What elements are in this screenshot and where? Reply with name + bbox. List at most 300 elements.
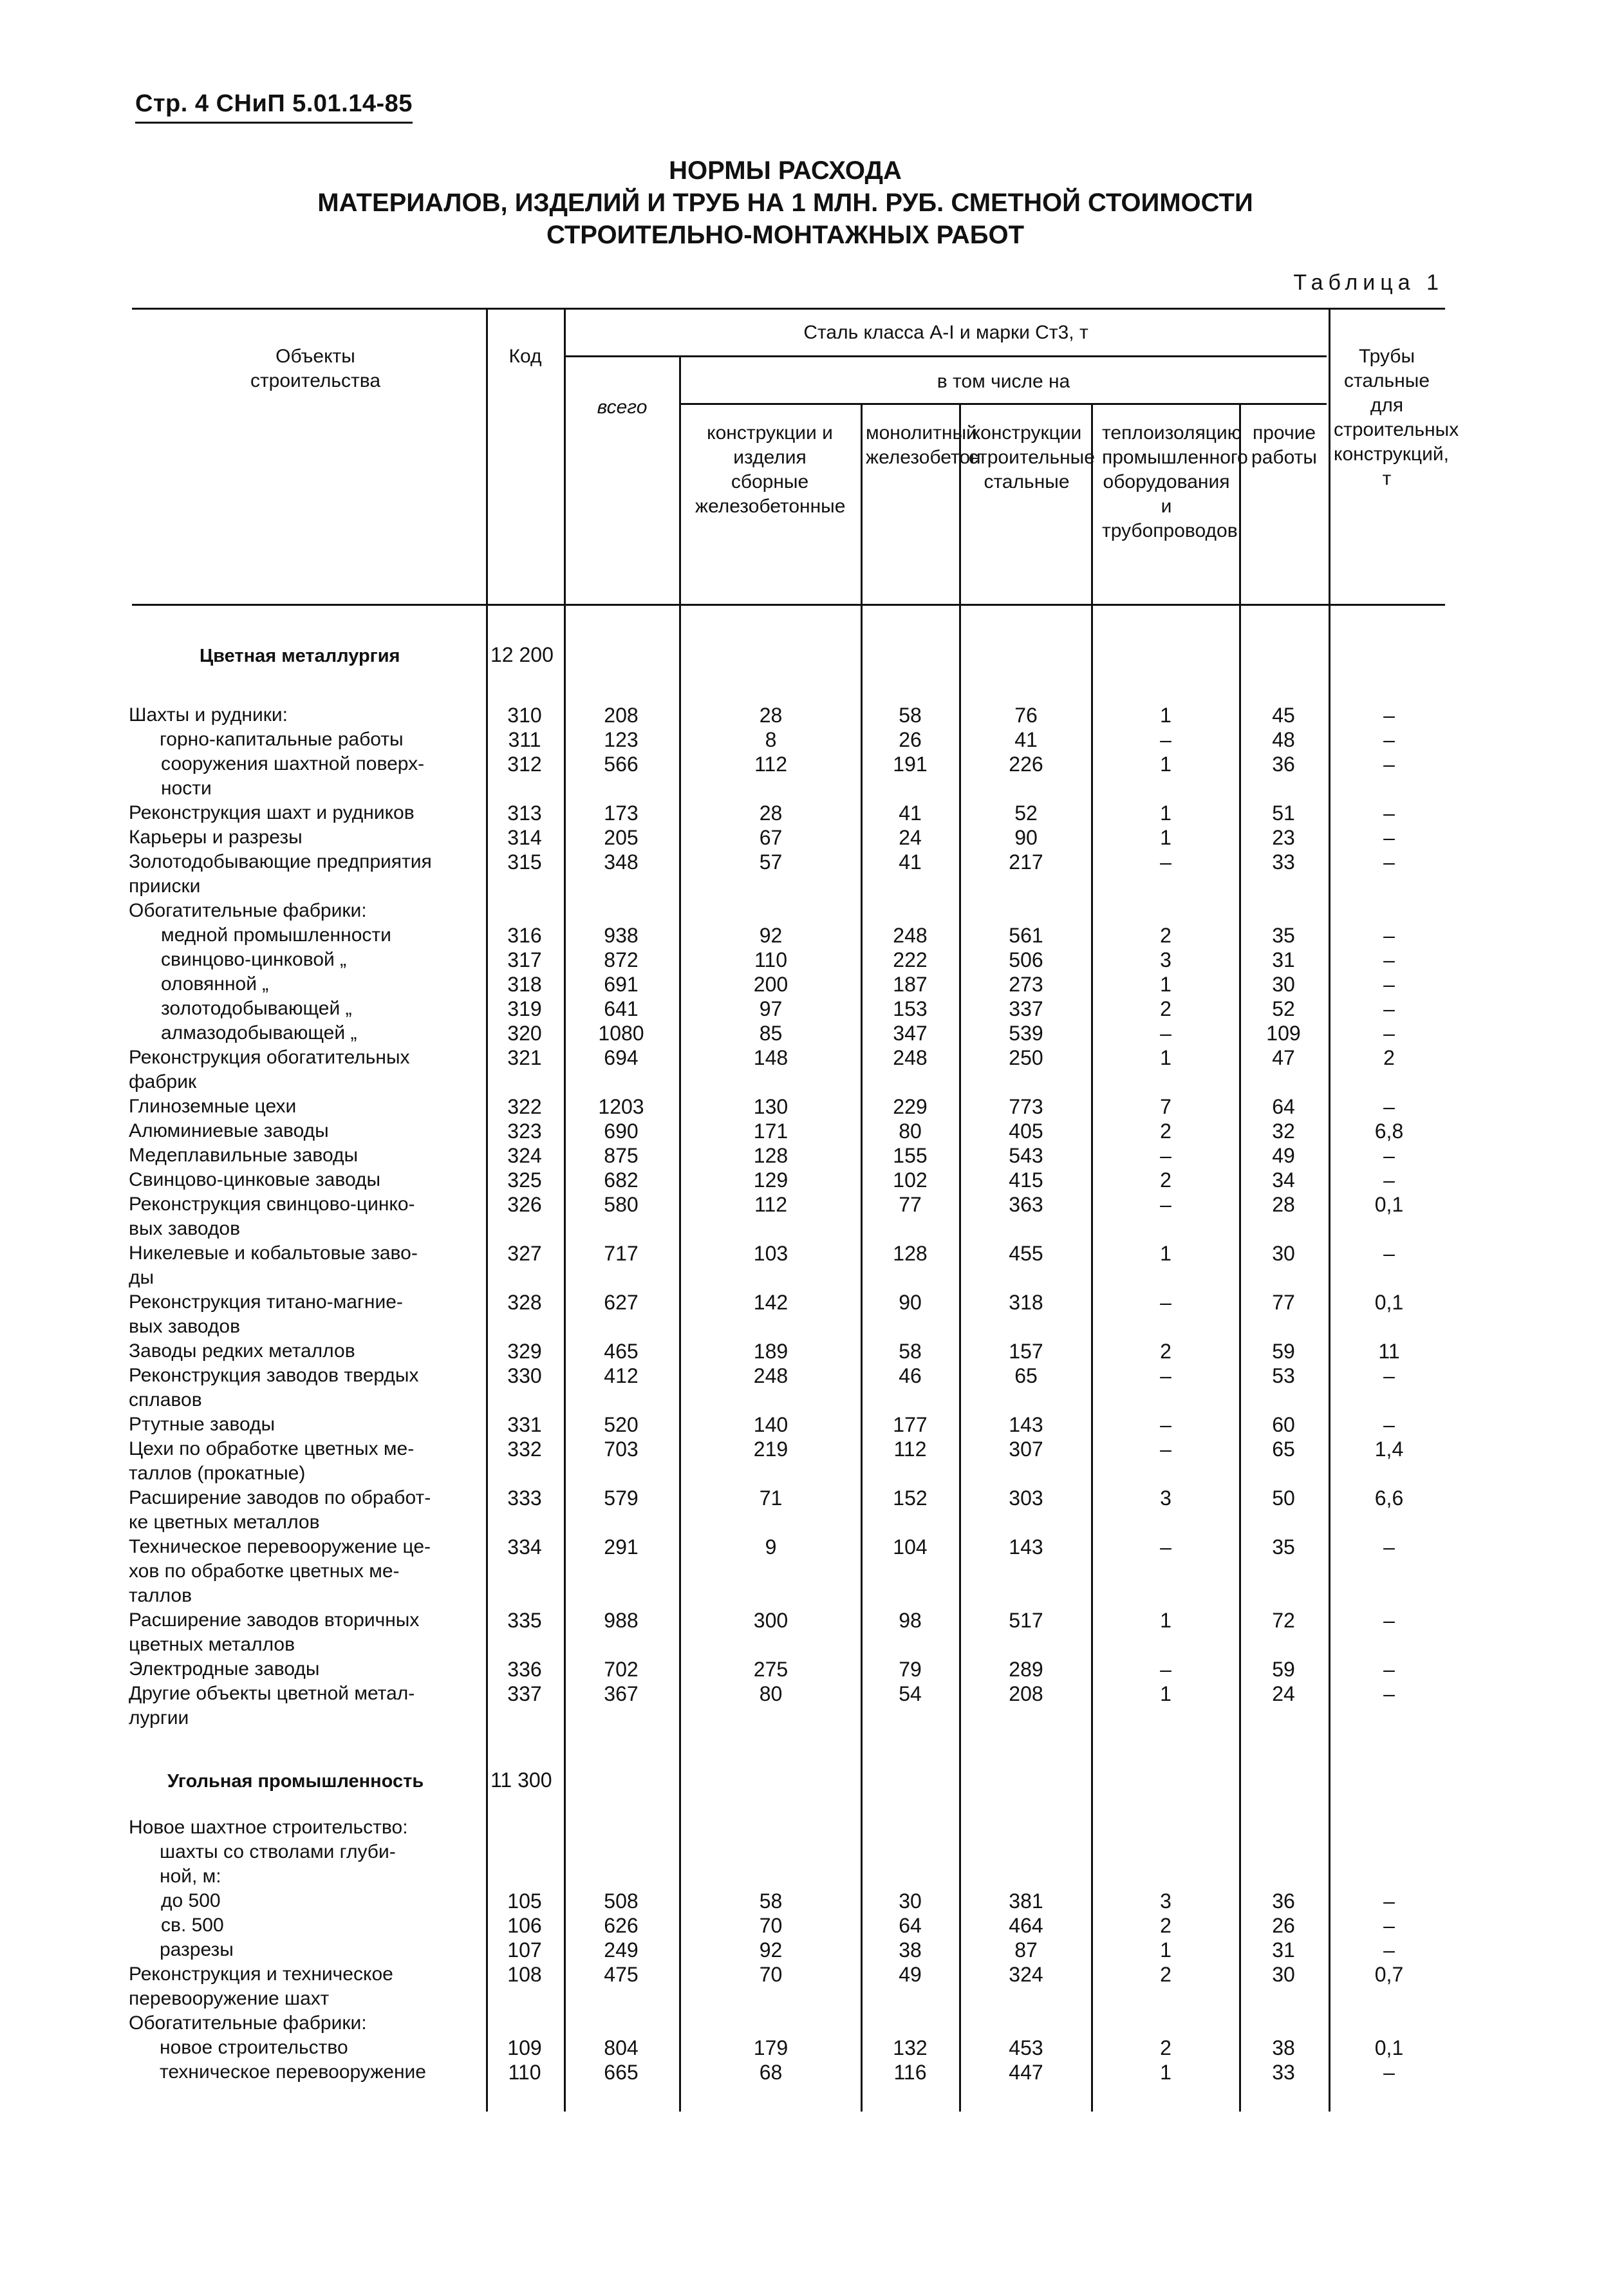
- cell-insul: 1: [1160, 1046, 1171, 1069]
- cell-pipes: 0,1: [1374, 2036, 1404, 2059]
- row-name-line: Никелевые и кобальтовые заво-: [129, 1242, 418, 1264]
- cell-insul: 1: [1160, 973, 1171, 996]
- table-label: Таблица 1: [1293, 270, 1444, 295]
- cell-other: 52: [1272, 997, 1295, 1020]
- cell-total: 412: [604, 1364, 639, 1387]
- cell-precast: 142: [753, 1291, 789, 1314]
- row-name-line: Алюминиевые заводы: [129, 1120, 329, 1141]
- cell-code: 110: [508, 2061, 541, 2084]
- cell-mono: 26: [899, 728, 922, 751]
- cell-steel: 289: [1009, 1658, 1043, 1681]
- row-name: [129, 1143, 480, 1168]
- cell-total: 205: [604, 826, 639, 849]
- cell-other: 33: [1272, 2061, 1295, 2084]
- cell-steel: 543: [1009, 1144, 1043, 1167]
- page-header: Стр. 4 СНиП 5.01.14-85: [135, 90, 413, 124]
- cell-mono: 49: [899, 1963, 922, 1986]
- cell-code: 318: [507, 973, 542, 996]
- cell-code: 333: [507, 1486, 542, 1510]
- cell-other: 49: [1272, 1144, 1295, 1167]
- header-steel-structures: конструкции строительные стальные: [969, 422, 1095, 492]
- cell-other: 51: [1272, 801, 1295, 825]
- col-divider-total: [564, 309, 566, 2112]
- cell-insul: –: [1160, 1413, 1171, 1436]
- row-name-line: св. 500: [161, 1915, 224, 1936]
- cell-mono: 77: [899, 1193, 922, 1216]
- cell-pipes: 11: [1378, 1340, 1400, 1363]
- col-divider-precast: [679, 357, 681, 2112]
- row-name-line: Реконструкция титано-магние-: [129, 1291, 403, 1313]
- row-name: [129, 1815, 480, 1840]
- cell-insul: 7: [1160, 1095, 1171, 1118]
- cell-insul: 2: [1160, 1963, 1171, 1986]
- cell-steel: 517: [1009, 1609, 1043, 1632]
- cell-other: 28: [1272, 1193, 1295, 1216]
- cell-insul: 1: [1160, 1242, 1171, 1265]
- header-pipes: Трубы стальные для строительных конструкций, т: [1334, 346, 1459, 489]
- cell-code: 321: [507, 1046, 542, 1069]
- cell-precast: 148: [753, 1046, 789, 1069]
- col-divider-steel: [959, 403, 961, 2112]
- cell-code: 313: [507, 801, 542, 825]
- row-name: [129, 1657, 480, 1682]
- cell-insul: –: [1160, 1658, 1171, 1681]
- cell-mono: 153: [893, 997, 928, 1020]
- row-name-line: хов по обработке цветных ме-: [129, 1560, 400, 1582]
- row-name: [129, 703, 480, 727]
- row-name: [129, 1412, 480, 1437]
- row-name-line: Электродные заводы: [129, 1658, 320, 1680]
- cell-insul: 1: [1160, 1609, 1171, 1632]
- cell-steel: 561: [1009, 924, 1043, 947]
- section-header: Угольная промышленность: [167, 1771, 424, 1792]
- cell-other: 77: [1272, 1291, 1295, 1314]
- row-name: [129, 1962, 480, 2011]
- row-name-line: ды: [129, 1267, 154, 1288]
- cell-insul: 1: [1160, 1682, 1171, 1705]
- cell-steel: 273: [1009, 973, 1043, 996]
- cell-mono: 90: [899, 1291, 922, 1314]
- cell-mono: 38: [899, 1938, 922, 1962]
- row-name: [129, 850, 480, 899]
- cell-other: 31: [1272, 1938, 1295, 1962]
- cell-total: 465: [604, 1340, 639, 1363]
- cell-mono: 98: [899, 1609, 922, 1632]
- cell-mono: 30: [899, 1889, 922, 1913]
- cell-total: 717: [604, 1242, 639, 1265]
- cell-mono: 248: [893, 924, 928, 947]
- row-name-line: Реконструкция заводов твердых: [129, 1365, 419, 1386]
- row-name: [161, 1021, 480, 1045]
- cell-other: 33: [1272, 850, 1295, 874]
- cell-pipes: –: [1383, 1914, 1395, 1937]
- cell-mono: 248: [893, 1046, 928, 1069]
- row-name-line: Шахты и рудники:: [129, 704, 288, 726]
- cell-pipes: –: [1383, 924, 1395, 947]
- row-name: [129, 1290, 480, 1339]
- row-name: [160, 2060, 480, 2085]
- row-name: [129, 1241, 480, 1290]
- row-name-line: Золотодобывающие предприятия: [129, 851, 432, 872]
- title-line-3: СТРОИТЕЛЬНО-МОНТАЖНЫХ РАБОТ: [546, 221, 1025, 249]
- cell-total: 367: [604, 1682, 639, 1705]
- row-name-line: новое строительство: [160, 2037, 348, 2058]
- cell-pipes: –: [1383, 1413, 1395, 1436]
- row-name: [161, 752, 480, 801]
- row-name-line: перевооружение шахт: [129, 1988, 330, 2009]
- cell-steel: 143: [1009, 1413, 1043, 1436]
- cell-other: 109: [1266, 1022, 1301, 1045]
- cell-precast: 28: [759, 801, 783, 825]
- cell-mono: 132: [893, 2036, 928, 2059]
- cell-code: 316: [507, 924, 542, 947]
- cell-total: 1080: [598, 1022, 644, 1045]
- cell-insul: 3: [1160, 948, 1171, 971]
- header-code: Код: [509, 346, 542, 367]
- cell-steel: 453: [1009, 2036, 1043, 2059]
- row-name: [129, 1119, 480, 1143]
- cell-code: 334: [507, 1535, 542, 1559]
- cell-pipes: 0,1: [1374, 1193, 1404, 1216]
- row-name-line: Заводы редких металлов: [129, 1340, 355, 1362]
- cell-mono: 41: [899, 850, 922, 874]
- cell-code: 106: [507, 1914, 542, 1937]
- cell-code: 310: [507, 704, 542, 727]
- row-name: [129, 1192, 480, 1241]
- cell-mono: 102: [893, 1168, 928, 1192]
- cell-pipes: –: [1383, 704, 1395, 727]
- cell-insul: 2: [1160, 997, 1171, 1020]
- row-name-line: прииски: [129, 876, 201, 897]
- cell-steel: 337: [1009, 997, 1043, 1020]
- row-name: [129, 1486, 480, 1535]
- cell-total: 938: [604, 924, 639, 947]
- row-name-line: сплавов: [129, 1389, 202, 1410]
- cell-insul: –: [1160, 728, 1171, 751]
- cell-mono: 177: [893, 1413, 928, 1436]
- row-name-line: Реконструкция обогатительных: [129, 1047, 410, 1068]
- row-name-line: вых заводов: [129, 1218, 241, 1239]
- header-including: в том числе на: [937, 371, 1070, 392]
- cell-insul: 1: [1160, 753, 1171, 776]
- cell-other: 47: [1272, 1046, 1295, 1069]
- cell-precast: 58: [759, 1889, 783, 1913]
- cell-code: 315: [507, 850, 542, 874]
- cell-code: 325: [507, 1168, 542, 1192]
- cell-other: 65: [1272, 1438, 1295, 1461]
- cell-insul: 2: [1160, 1914, 1171, 1937]
- cell-other: 38: [1272, 2036, 1295, 2059]
- row-name-line: ной, м:: [160, 1866, 221, 1887]
- cell-insul: 3: [1160, 1889, 1171, 1913]
- cell-total: 703: [604, 1438, 639, 1461]
- cell-steel: 455: [1009, 1242, 1043, 1265]
- row-name: [160, 2036, 480, 2060]
- cell-code: 328: [507, 1291, 542, 1314]
- cell-insul: –: [1160, 1144, 1171, 1167]
- row-name-line: ности: [161, 778, 212, 799]
- cell-total: 208: [604, 704, 639, 727]
- row-name-line: золотодобывающей „: [161, 998, 352, 1019]
- cell-steel: 303: [1009, 1486, 1043, 1510]
- cell-other: 60: [1272, 1413, 1295, 1436]
- cell-pipes: –: [1383, 973, 1395, 996]
- cell-precast: 71: [759, 1486, 783, 1510]
- cell-pipes: 6,8: [1374, 1120, 1404, 1143]
- cell-other: 59: [1272, 1658, 1295, 1681]
- cell-other: 45: [1272, 704, 1295, 727]
- cell-mono: 58: [899, 704, 922, 727]
- document-title: [0, 155, 1571, 251]
- row-name-line: цветных металлов: [129, 1634, 295, 1655]
- row-name-line: Расширение заводов вторичных: [129, 1609, 420, 1631]
- row-name: [129, 1094, 480, 1119]
- row-name: [129, 801, 480, 825]
- cell-total: 566: [604, 753, 639, 776]
- cell-other: 36: [1272, 753, 1295, 776]
- cell-total: 988: [604, 1609, 639, 1632]
- title-line-2: МАТЕРИАЛОВ, ИЗДЕЛИЙ И ТРУБ НА 1 МЛН. РУБ. СМЕТНОЙ СТОИМОСТИ: [317, 189, 1253, 217]
- cell-insul: –: [1160, 1291, 1171, 1314]
- cell-total: 579: [604, 1486, 639, 1510]
- cell-pipes: –: [1383, 1609, 1395, 1632]
- row-name: [160, 1938, 480, 1962]
- cell-steel: 324: [1009, 1963, 1043, 1986]
- cell-code: 107: [507, 1938, 542, 1962]
- cell-precast: 275: [753, 1658, 789, 1681]
- cell-precast: 128: [753, 1144, 789, 1167]
- cell-other: 35: [1272, 1535, 1295, 1559]
- cell-code: 332: [507, 1438, 542, 1461]
- row-name-line: Реконструкция свинцово-цинко-: [129, 1194, 415, 1215]
- cell-code: 329: [507, 1340, 542, 1363]
- cell-other: 36: [1272, 1889, 1295, 1913]
- cell-pipes: –: [1383, 1242, 1395, 1265]
- row-name: [129, 1535, 480, 1608]
- cell-precast: 179: [753, 2036, 789, 2059]
- header-steel-group: Сталь класса А-I и марки Ст3, т: [803, 322, 1088, 343]
- cell-other: 23: [1272, 826, 1295, 849]
- cell-mono: 187: [893, 973, 928, 996]
- cell-insul: –: [1160, 1535, 1171, 1559]
- row-name-line: Глиноземные цехи: [129, 1096, 297, 1117]
- cell-precast: 112: [754, 1193, 787, 1216]
- cell-pipes: –: [1383, 1658, 1395, 1681]
- cell-other: 34: [1272, 1168, 1295, 1192]
- cell-insul: 2: [1160, 1168, 1171, 1192]
- cell-code: 109: [507, 2036, 542, 2059]
- header-bottom-rule: [132, 604, 1445, 606]
- cell-precast: 112: [754, 753, 787, 776]
- row-name-line: Цехи по обработке цветных ме-: [129, 1438, 415, 1459]
- cell-total: 249: [604, 1938, 639, 1962]
- cell-other: 32: [1272, 1120, 1295, 1143]
- cell-insul: –: [1160, 850, 1171, 874]
- cell-other: 24: [1272, 1682, 1295, 1705]
- cell-mono: 58: [899, 1340, 922, 1363]
- cell-total: 702: [604, 1658, 639, 1681]
- cell-mono: 152: [893, 1486, 928, 1510]
- cell-total: 580: [604, 1193, 639, 1216]
- row-name: [129, 1437, 480, 1486]
- row-name-line: Обогатительные фабрики:: [129, 900, 367, 921]
- cell-code: 337: [507, 1682, 542, 1705]
- row-name-line: Ртутные заводы: [129, 1414, 275, 1435]
- cell-insul: –: [1160, 1438, 1171, 1461]
- cell-insul: –: [1160, 1364, 1171, 1387]
- cell-pipes: –: [1383, 826, 1395, 849]
- cell-code: 331: [507, 1413, 542, 1436]
- cell-precast: 68: [759, 2061, 783, 2084]
- row-name: [160, 1840, 480, 1889]
- row-name: [129, 1363, 480, 1412]
- section-header: Цветная металлургия: [200, 646, 400, 666]
- cell-steel: 76: [1014, 704, 1038, 727]
- cell-total: 872: [604, 948, 639, 971]
- cell-insul: 2: [1160, 1340, 1171, 1363]
- row-name-line: Медеплавильные заводы: [129, 1145, 359, 1166]
- cell-code: 314: [507, 826, 542, 849]
- header-total: всего: [597, 397, 648, 418]
- row-name-line: таллов: [129, 1585, 192, 1606]
- cell-mono: 79: [899, 1658, 922, 1681]
- col-divider-pipes: [1329, 309, 1330, 2112]
- cell-mono: 64: [899, 1914, 922, 1937]
- cell-total: 626: [604, 1914, 639, 1937]
- cell-mono: 229: [893, 1095, 928, 1118]
- cell-total: 173: [604, 801, 639, 825]
- cell-mono: 24: [899, 826, 922, 849]
- row-name-line: горно-капитальные работы: [160, 729, 404, 750]
- row-name: [161, 972, 480, 997]
- cell-code: 317: [507, 948, 542, 971]
- cell-insul: 1: [1160, 1938, 1171, 1962]
- cell-steel: 52: [1014, 801, 1038, 825]
- cell-pipes: –: [1383, 1938, 1395, 1962]
- cell-precast: 200: [753, 973, 789, 996]
- col-divider-other: [1239, 403, 1241, 2112]
- cell-precast: 80: [759, 1682, 783, 1705]
- cell-code: 336: [507, 1658, 542, 1681]
- row-name: [160, 727, 480, 752]
- row-name-line: Карьеры и разрезы: [129, 827, 303, 848]
- cell-total: 520: [604, 1413, 639, 1436]
- cell-insul: 2: [1160, 1120, 1171, 1143]
- cell-mono: 191: [893, 753, 928, 776]
- cell-code: 320: [507, 1022, 542, 1045]
- cell-insul: 1: [1160, 2061, 1171, 2084]
- cell-total: 875: [604, 1144, 639, 1167]
- cell-total: 691: [604, 973, 639, 996]
- cell-steel: 143: [1009, 1535, 1043, 1559]
- row-name-line: алмазодобывающей „: [161, 1022, 357, 1044]
- row-name-line: таллов (прокатные): [129, 1463, 306, 1484]
- row-name: [129, 1339, 480, 1363]
- cell-pipes: –: [1383, 1022, 1395, 1045]
- row-name-line: разрезы: [160, 1939, 234, 1960]
- cell-code: 326: [507, 1193, 542, 1216]
- cell-other: 30: [1272, 1963, 1295, 1986]
- table-top-rule: [132, 308, 1445, 310]
- cell-pipes: 1,4: [1374, 1438, 1404, 1461]
- cell-total: 690: [604, 1120, 639, 1143]
- cell-total: 1203: [598, 1095, 644, 1118]
- cell-steel: 226: [1009, 753, 1043, 776]
- row-name-line: техническое перевооружение: [160, 2061, 426, 2083]
- cell-precast: 85: [759, 1022, 783, 1045]
- cell-precast: 70: [759, 1914, 783, 1937]
- cell-insul: 2: [1160, 924, 1171, 947]
- cell-insul: 3: [1160, 1486, 1171, 1510]
- row-name-line: Реконструкция и техническое: [129, 1963, 393, 1985]
- cell-precast: 67: [759, 826, 783, 849]
- row-name: [161, 923, 480, 948]
- cell-insul: –: [1160, 1022, 1171, 1045]
- cell-insul: 1: [1160, 801, 1171, 825]
- cell-other: 35: [1272, 924, 1295, 947]
- cell-precast: 8: [765, 728, 777, 751]
- cell-total: 348: [604, 850, 639, 874]
- cell-pipes: –: [1383, 2061, 1395, 2084]
- row-name-line: Реконструкция шахт и рудников: [129, 802, 415, 823]
- cell-pipes: 0,1: [1374, 1291, 1404, 1314]
- cell-mono: 155: [893, 1144, 928, 1167]
- col-divider-code: [486, 309, 488, 2112]
- title-line-1: НОРМЫ РАСХОДА: [669, 156, 902, 185]
- cell-pipes: –: [1383, 1535, 1395, 1559]
- cell-steel: 250: [1009, 1046, 1043, 1069]
- cell-mono: 222: [893, 948, 928, 971]
- cell-pipes: –: [1383, 753, 1395, 776]
- row-name-line: медной промышленности: [161, 924, 391, 946]
- row-name-line: сооружения шахтной поверх-: [161, 753, 425, 774]
- cell-pipes: –: [1383, 850, 1395, 874]
- cell-steel: 506: [1009, 948, 1043, 971]
- cell-precast: 110: [754, 948, 787, 971]
- row-name: [161, 948, 480, 972]
- cell-mono: 128: [893, 1242, 928, 1265]
- cell-steel: 773: [1009, 1095, 1043, 1118]
- cell-code: 108: [507, 1963, 542, 1986]
- row-name: [161, 1889, 480, 1913]
- cell-precast: 92: [759, 1938, 783, 1962]
- cell-code: 335: [507, 1609, 542, 1632]
- cell-code: 330: [507, 1364, 542, 1387]
- cell-steel: 381: [1009, 1889, 1043, 1913]
- cell-steel: 65: [1014, 1364, 1038, 1387]
- cell-insul: 1: [1160, 704, 1171, 727]
- header-monolithic: монолитный железобетон: [866, 422, 981, 468]
- cell-mono: 46: [899, 1364, 922, 1387]
- cell-code: 324: [507, 1144, 542, 1167]
- header-insulation: теплоизоляцию промышленного оборудования и трубопроводов: [1102, 422, 1248, 541]
- header-other: прочие работы: [1251, 422, 1317, 468]
- row-name: [161, 997, 480, 1021]
- cell-total: 508: [604, 1889, 639, 1913]
- cell-pipes: 2: [1383, 1046, 1395, 1069]
- cell-mono: 41: [899, 801, 922, 825]
- cell-total: 694: [604, 1046, 639, 1069]
- cell-pipes: –: [1383, 1682, 1395, 1705]
- row-name: [129, 2011, 480, 2036]
- cell-pipes: –: [1383, 1364, 1395, 1387]
- cell-precast: 57: [759, 850, 783, 874]
- steel-group-rule: [564, 355, 1327, 357]
- cell-steel: 405: [1009, 1120, 1043, 1143]
- cell-total: 291: [604, 1535, 639, 1559]
- cell-total: 475: [604, 1963, 639, 1986]
- cell-pipes: –: [1383, 1168, 1395, 1192]
